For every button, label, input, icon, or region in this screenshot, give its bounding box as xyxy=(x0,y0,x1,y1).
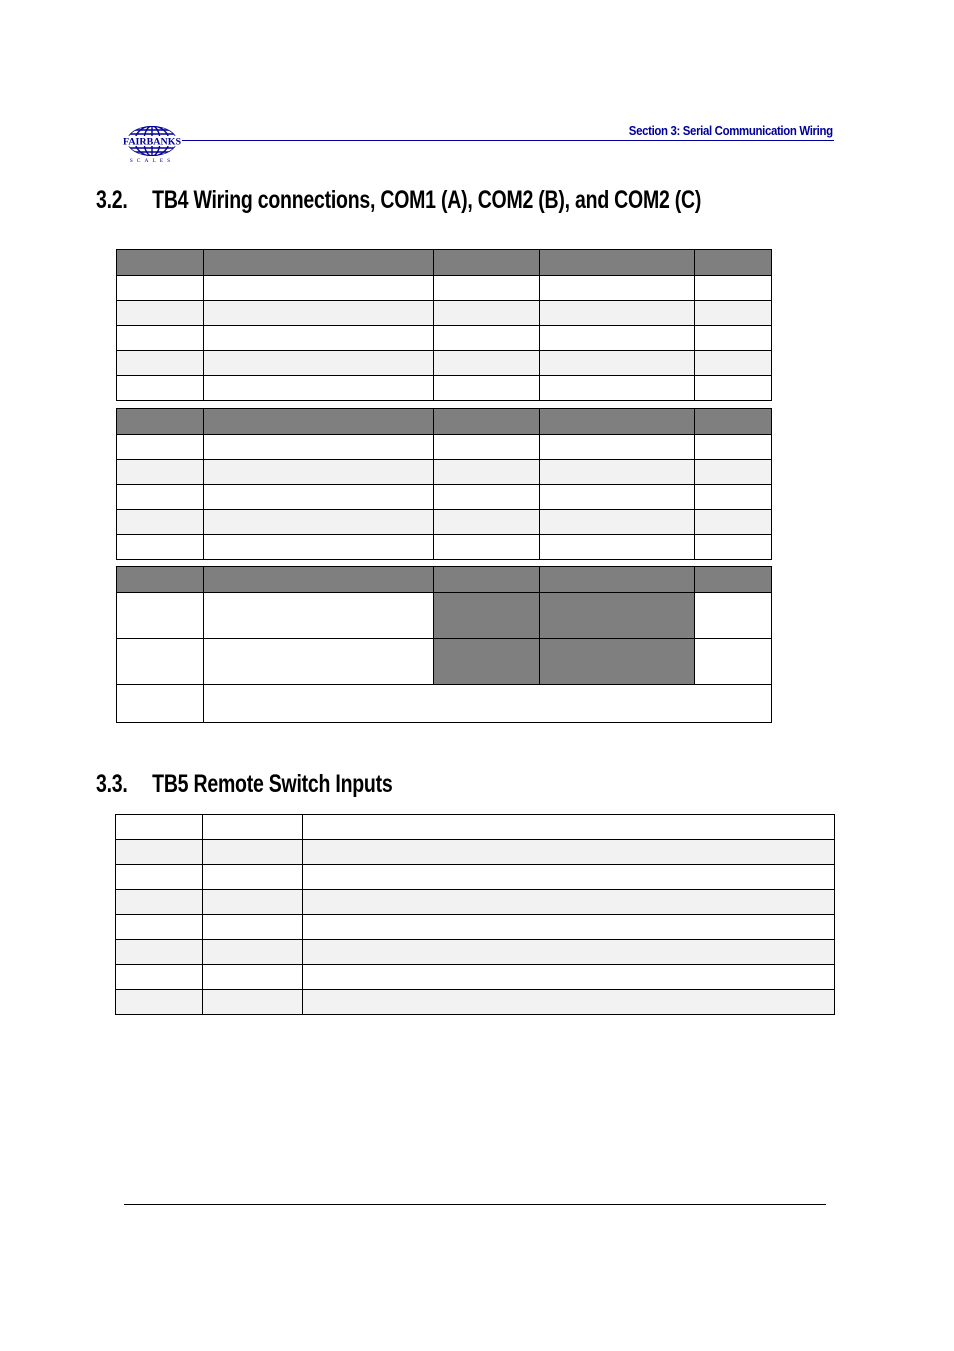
svg-text:SCALES: SCALES xyxy=(129,158,175,164)
section-number: 3.2. xyxy=(96,186,128,214)
table-row xyxy=(117,301,772,326)
section-title: TB4 Wiring connections, COM1 (A), COM2 (B), and COM2 (C) xyxy=(152,186,702,214)
table-row xyxy=(116,890,835,915)
table-header-row xyxy=(117,567,772,593)
table-row xyxy=(117,460,772,485)
tb4-com2b-table xyxy=(116,408,772,560)
footer-rule xyxy=(124,1204,826,1205)
table-header-row xyxy=(117,409,772,435)
table-row xyxy=(116,965,835,990)
table-row xyxy=(116,865,835,890)
section-heading-3-3 xyxy=(96,770,392,799)
table-note-row xyxy=(117,685,772,723)
table-row xyxy=(117,510,772,535)
table-header-row xyxy=(117,250,772,276)
table-row xyxy=(117,351,772,376)
table-row xyxy=(117,276,772,301)
table-row xyxy=(117,485,772,510)
table-row xyxy=(117,593,772,639)
svg-text:FAIRBANKS: FAIRBANKS xyxy=(123,137,181,148)
table-row xyxy=(117,535,772,560)
table-row xyxy=(116,840,835,865)
table-row xyxy=(116,990,835,1015)
tb5-remote-switch-table xyxy=(115,814,835,1015)
table-row xyxy=(117,435,772,460)
tb4-com2c-table xyxy=(116,566,772,723)
table-row xyxy=(117,326,772,351)
table-row xyxy=(117,376,772,401)
header-rule xyxy=(182,140,834,141)
section-label: Section 3: Serial Communication Wiring xyxy=(629,123,833,138)
section-heading-3-2 xyxy=(96,186,701,215)
section-title: TB5 Remote Switch Inputs xyxy=(152,770,393,798)
table-row xyxy=(117,639,772,685)
table-row xyxy=(116,915,835,940)
section-number: 3.3. xyxy=(96,770,128,798)
fairbanks-logo xyxy=(120,124,184,164)
tb4-com1-table xyxy=(116,249,772,401)
table-row xyxy=(116,815,835,840)
table-row xyxy=(116,940,835,965)
